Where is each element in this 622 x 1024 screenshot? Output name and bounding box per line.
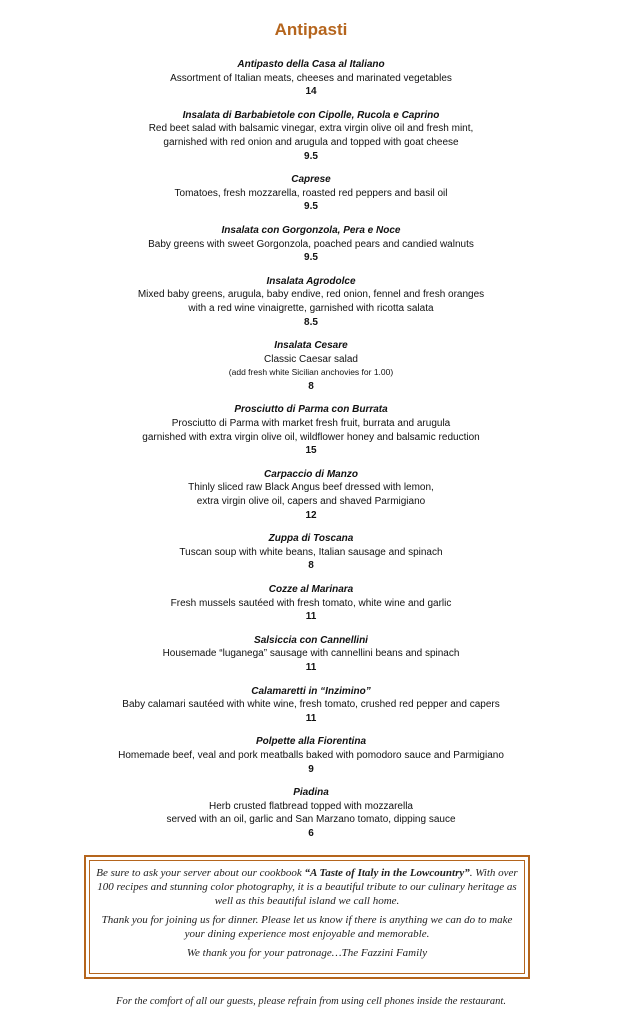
menu-item — [0, 786, 622, 840]
menu-item-description: Baby greens with sweet Gorgonzola, poached pears and candied walnuts — [148, 238, 474, 250]
menu-item-description: Prosciutto di Parma with market fresh fruit, burrata and arugula — [171, 418, 451, 430]
menu-item — [0, 685, 622, 726]
menu-item-price: 9.5 — [304, 252, 318, 264]
cookbook-notice-suffix: . With over 100 recipes and stunning color photography, it is a beautiful tribute to our culinary heritage as well as this beautiful island we call home. — [97, 867, 518, 907]
menu-item — [0, 224, 622, 265]
menu-item — [0, 468, 622, 522]
menu-item-name: Cozze al Marinara — [268, 584, 354, 595]
menu-item — [0, 109, 622, 163]
menu-item-name: Calamaretti in “Inzimino” — [251, 685, 371, 697]
menu-item-price: 8 — [308, 380, 314, 392]
patronage-note: We thank you for your patronage…The Fazzini Family — [186, 947, 428, 959]
menu-item-name: Caprese — [291, 174, 331, 186]
cookbook-title: “A Taste of Italy in the Lowcountry” — [304, 867, 470, 879]
menu-item-description: Herb crusted flatbread topped with mozzarella — [209, 800, 413, 812]
cookbook-notice-prefix: Be sure to ask your server about our cookbook — [96, 867, 305, 879]
menu-item — [0, 735, 622, 776]
menu-item-name: Insalata Cesare — [274, 340, 348, 352]
menu-item — [0, 58, 622, 99]
menu-item-price: 12 — [305, 509, 317, 521]
menu-item-price: 11 — [305, 712, 317, 724]
menu-item-name: Antipasto della Casa al Italiano — [237, 59, 385, 70]
menu-item-description: Red beet salad with balsamic vinegar, extra virgin olive oil and fresh mint, — [148, 123, 474, 135]
menu-item-description: Mixed baby greens, arugula, baby endive, red onion, fennel and fresh oranges — [137, 289, 485, 301]
menu-item — [0, 532, 622, 573]
menu-item-description: served with an oil, garlic and San Marzano tomato, dipping sauce — [166, 814, 456, 826]
menu-item-description: Tomatoes, fresh mozzarella, roasted red peppers and basil oil — [174, 187, 448, 199]
menu-item-price: 8.5 — [304, 316, 318, 328]
menu-item-note: (add fresh white Sicilian anchovies for 1.00) — [228, 367, 394, 378]
menu-item-name: Polpette alla Fiorentina — [255, 736, 367, 748]
menu-item-list — [0, 58, 622, 851]
thank-you-note: Thank you for joining us for dinner. Please let us know if there is anything we can do to make your dining experience most enjoyable and memorable. — [101, 914, 513, 940]
menu-item-name: Insalata Agrodolce — [266, 275, 356, 287]
notice-box-inner — [89, 860, 525, 974]
menu-item-price: 14 — [305, 86, 317, 98]
menu-item-name: Piadina — [293, 787, 329, 799]
menu-item-price: 9.5 — [304, 201, 318, 213]
menu-item-description: garnished with red onion and arugula and topped with goat cheese — [163, 136, 459, 148]
menu-item-price: 8 — [308, 560, 314, 572]
menu-item-name: Carpaccio di Manzo — [264, 468, 358, 480]
menu-item-description: Tuscan soup with white beans, Italian sausage and spinach — [179, 546, 443, 558]
menu-item-description: with a red wine vinaigrette, garnished with ricotta salata — [188, 302, 434, 314]
menu-item — [0, 583, 622, 624]
menu-item-description: Classic Caesar salad — [264, 353, 358, 365]
cookbook-notice — [96, 866, 518, 908]
menu-item-name: Prosciutto di Parma con Burrata — [234, 404, 388, 416]
menu-item-name: Zuppa di Toscana — [268, 533, 354, 545]
notice-box — [84, 855, 530, 979]
menu-item-price: 15 — [305, 445, 317, 457]
page-title: Antipasti — [274, 20, 348, 39]
menu-item-description: Baby calamari sautéed with white wine, fresh tomato, crushed red pepper and capers — [122, 699, 500, 711]
menu-item-description: Fresh mussels sautéed with fresh tomato, white wine and garlic — [170, 597, 452, 609]
menu-item-description: Thinly sliced raw Black Angus beef dressed with lemon, — [188, 482, 434, 494]
menu-item — [0, 173, 622, 214]
menu-item-price: 9.5 — [304, 150, 318, 162]
menu-item-price: 11 — [305, 611, 317, 623]
menu-item-description: Assortment of Italian meats, cheeses and marinated vegetables — [170, 72, 452, 84]
cell-phone-notice: For the comfort of all our guests, please refrain from using cell phones inside the restaurant. — [116, 996, 506, 1007]
menu-item — [0, 634, 622, 675]
menu-item-name: Insalata con Gorgonzola, Pera e Noce — [221, 224, 401, 236]
menu-item-description: garnished with extra virgin olive oil, wildflower honey and balsamic reduction — [142, 431, 480, 443]
menu-item-price: 6 — [308, 827, 314, 839]
menu-item-price: 9 — [308, 763, 314, 775]
menu-item-description: extra virgin olive oil, capers and shaved Parmigiano — [196, 496, 426, 508]
menu-item — [0, 339, 622, 393]
menu-item — [0, 403, 622, 457]
menu-item-name: Insalata di Barbabietole con Cipolle, Rucola e Caprino — [182, 109, 440, 121]
menu-item — [0, 275, 622, 329]
menu-item-description: Housemade “luganega” sausage with cannellini beans and spinach — [162, 648, 460, 660]
menu-item-price: 11 — [305, 661, 317, 673]
menu-item-description: Homemade beef, veal and pork meatballs baked with pomodoro sauce and Parmigiano — [118, 749, 504, 761]
menu-item-name: Salsiccia con Cannellini — [254, 634, 368, 646]
